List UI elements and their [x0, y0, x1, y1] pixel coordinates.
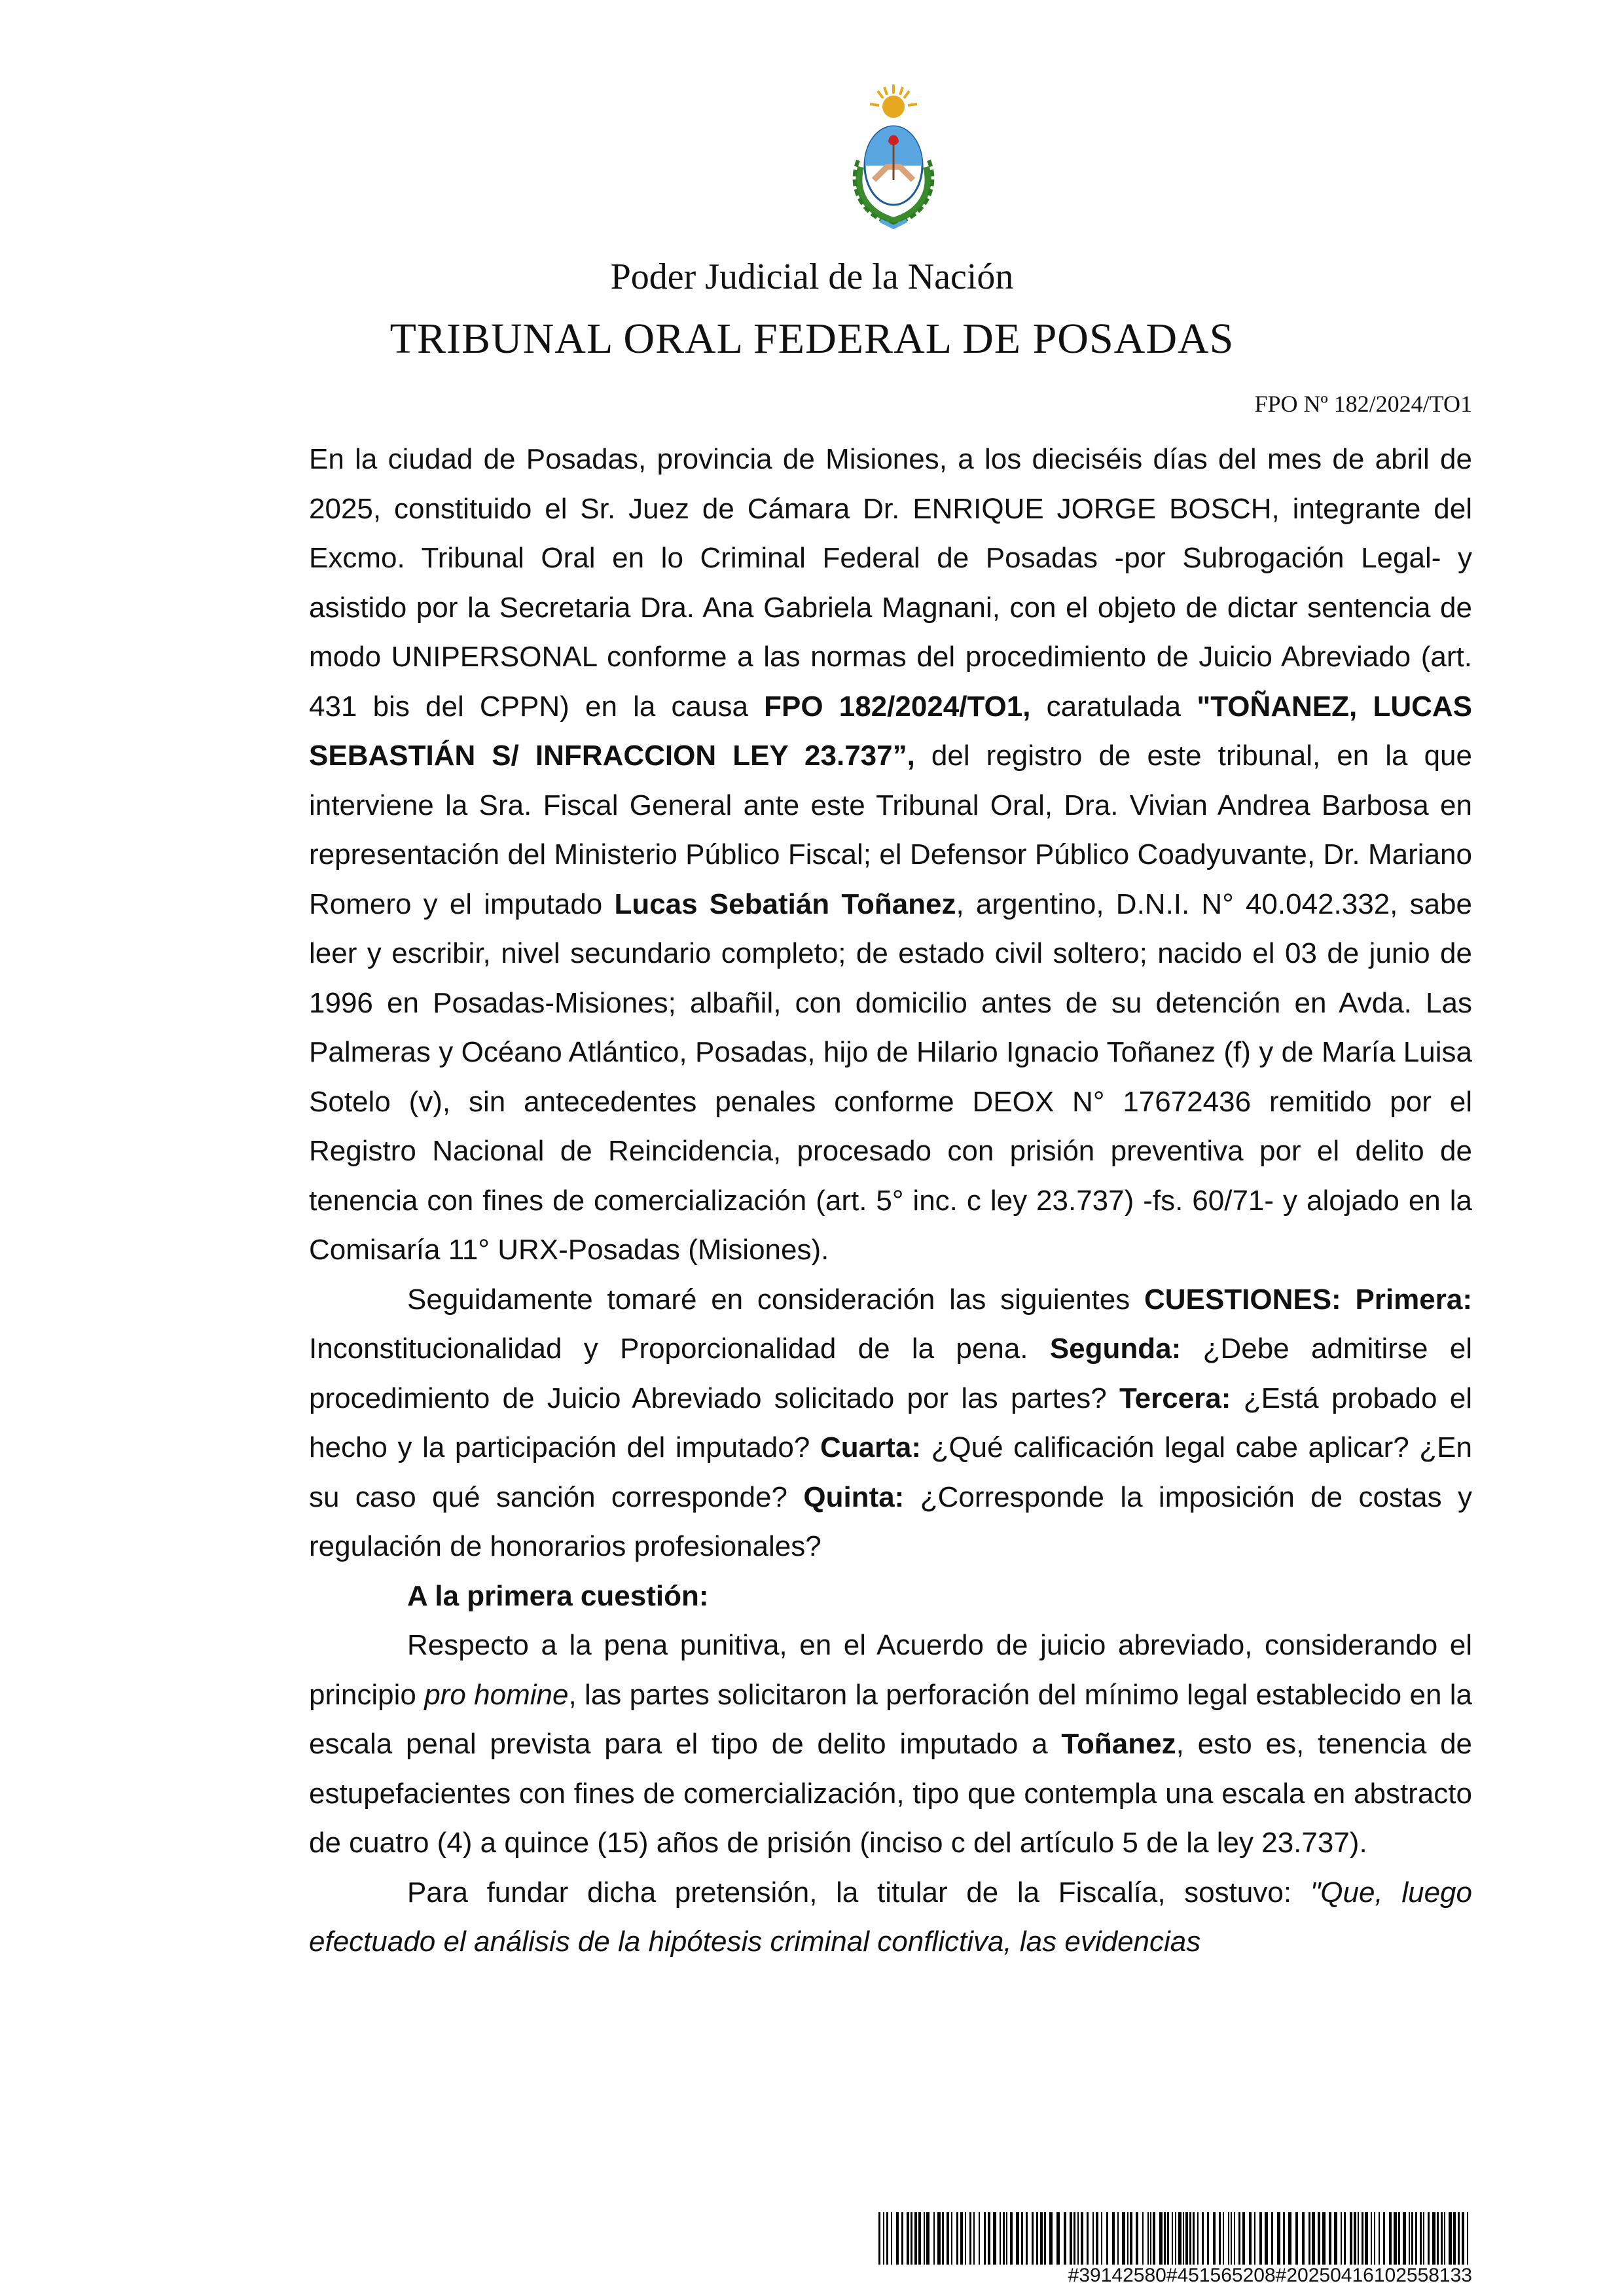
barcode-bar — [1312, 2212, 1315, 2265]
barcode-bar — [1074, 2212, 1075, 2265]
barcode-bar — [1449, 2212, 1452, 2265]
paragraph-prosecution — [309, 1868, 1472, 1967]
barcode-bar — [1453, 2212, 1456, 2265]
barcode-bar — [1006, 2212, 1007, 2265]
barcode-bar — [1070, 2212, 1072, 2265]
barcode-bar — [988, 2212, 990, 2265]
document-body — [309, 435, 1472, 1967]
defendant-name: Lucas Sebatián Toñanez — [614, 888, 956, 920]
barcode-bar — [1415, 2212, 1417, 2265]
barcode-bar — [1234, 2212, 1235, 2265]
text-run: Seguidamente tomaré en consideración las siguientes — [407, 1283, 1144, 1316]
question-label: Tercera: — [1119, 1382, 1231, 1414]
barcode-bar — [1172, 2212, 1173, 2265]
barcode-bar — [883, 2212, 884, 2265]
court-name: TRIBUNAL ORAL FEDERAL DE POSADAS — [389, 315, 1235, 363]
barcode-bar — [947, 2212, 949, 2265]
barcode-bar — [1389, 2212, 1392, 2265]
barcode-bar — [891, 2212, 892, 2265]
text-run: del registro de este tribunal, en la que interviene la Sra. Fiscal General ante este Tribunal Oral, Dra. Vivian Andrea Barbosa en representación del Ministerio Público Fiscal; el Defensor Público Coadyuvante, Dr. Mariano Romero y el imputado — [309, 740, 1472, 920]
question-text: ¿Está probado el hecho y la participación del imputado? — [309, 1382, 1472, 1463]
barcode-bar — [1379, 2212, 1380, 2265]
barcode-bar — [1383, 2212, 1385, 2265]
barcode-bar — [1334, 2212, 1337, 2265]
question-label: Segunda: — [1049, 1333, 1182, 1365]
barcode-bar — [1467, 2212, 1468, 2265]
barcode-bar — [907, 2212, 909, 2265]
text-run: Respecto a la pena punitiva, en el Acuerdo de juicio abreviado, considerando el principio — [309, 1629, 1472, 1711]
barcode-bar — [1344, 2212, 1346, 2265]
question-label: Primera: — [1355, 1283, 1472, 1316]
barcode-bar — [911, 2212, 912, 2265]
barcode-bar — [1423, 2212, 1424, 2265]
barcode-bar — [1277, 2212, 1280, 2265]
barcode-bar — [1130, 2212, 1132, 2265]
barcode-bar — [1444, 2212, 1445, 2265]
barcode-bar — [1398, 2212, 1400, 2265]
barcode-bar — [1283, 2212, 1285, 2265]
barcode-bar — [1064, 2212, 1066, 2265]
questions-label: CUESTIONES: — [1144, 1283, 1341, 1316]
barcode-bar — [1354, 2212, 1356, 2265]
paragraph-questions — [309, 1275, 1472, 1571]
barcode-bar — [1365, 2212, 1368, 2265]
barcode-bar — [896, 2212, 899, 2265]
latin-term: pro homine — [424, 1678, 569, 1711]
barcode-bar — [1049, 2212, 1053, 2265]
barcode-bar — [1441, 2212, 1443, 2265]
barcode-bar — [1259, 2212, 1262, 2265]
barcode-bar — [1420, 2212, 1422, 2265]
barcode-bar — [926, 2212, 929, 2265]
barcode-bar — [1193, 2212, 1195, 2265]
barcode-bar — [914, 2212, 917, 2265]
barcode-bar — [1371, 2212, 1372, 2265]
barcode-bar — [1016, 2212, 1019, 2265]
barcode-bar — [1189, 2212, 1191, 2265]
institution-name: Poder Judicial de la Nación — [610, 257, 1014, 297]
barcode-bar — [1036, 2212, 1038, 2265]
barcode-bar — [1302, 2212, 1305, 2265]
barcode-bar — [1462, 2212, 1464, 2265]
barcode-bar — [1202, 2212, 1204, 2265]
barcode-bar — [1185, 2212, 1188, 2265]
barcode-bar — [1271, 2212, 1273, 2265]
text-run: caratulada — [1030, 690, 1197, 723]
barcode-bar — [1249, 2212, 1252, 2265]
barcode-bar — [1411, 2212, 1413, 2265]
barcode-bar — [1101, 2212, 1102, 2265]
barcode-bar — [1092, 2212, 1094, 2265]
barcode-bar — [1223, 2212, 1224, 2265]
barcode-bar — [1096, 2212, 1098, 2265]
barcode-bar — [1197, 2212, 1199, 2265]
barcode-bar — [1350, 2212, 1352, 2265]
barcode-bar — [1040, 2212, 1043, 2265]
section-heading: A la primera cuestión: — [407, 1579, 709, 1612]
barcode-bar — [1183, 2212, 1184, 2265]
barcode-bar — [937, 2212, 941, 2265]
barcode-bar — [1142, 2212, 1144, 2265]
barcode — [878, 2212, 1472, 2265]
barcode-bar — [951, 2212, 952, 2265]
barcode-bar — [1219, 2212, 1221, 2265]
barcode-bar — [1087, 2212, 1089, 2265]
barcode-bar — [1112, 2212, 1115, 2265]
barcode-bar — [1000, 2212, 1001, 2265]
case-caption: "TOÑANEZ, LUCAS SEBASTIÁN S/ INFRACCION LEY 23.737”, — [309, 690, 1472, 772]
barcode-bar — [1081, 2212, 1083, 2265]
barcode-bar — [901, 2212, 903, 2265]
barcode-bar — [1265, 2212, 1268, 2265]
text-run: , argentino, D.N.I. N° 40.042.332, sabe leer y escribir, nivel secundario completo; de estado civil soltero; nacido el 03 de junio de 1996 en Posadas-Misiones; albañil, con domicilio antes de su detención en Avda. Las Palmeras y Océano Atlántico, Posadas, hijo de Hilario Ignacio Toñanez (f) y de María Luisa Sotelo (v), sin antecedentes penales conforme DEOX N° 17672436 remitido por el Registro Nacional de Reincidencia, procesado con prisión preventiva por el delito de tenencia con fines de comercialización (art. 5° inc. c ley 23.737) -fs. 60/71- y alojado en la Comisaría 11° URX-Posadas (Misiones). — [309, 888, 1472, 1266]
barcode-bar — [1167, 2212, 1169, 2265]
question-text: ¿Corresponde la imposición de costas y regulación de honorarios profesionales? — [309, 1480, 1472, 1562]
national-coat-of-arms-icon — [841, 82, 946, 232]
question-label: Cuarta: — [820, 1431, 921, 1463]
barcode-bar — [965, 2212, 966, 2265]
barcode-bar — [1409, 2212, 1410, 2265]
barcode-bar — [1322, 2212, 1326, 2265]
barcode-bar — [1288, 2212, 1291, 2265]
barcode-bar — [1318, 2212, 1320, 2265]
barcode-bar — [1127, 2212, 1128, 2265]
barcode-bar — [933, 2212, 935, 2265]
defendant-surname: Toñanez — [1061, 1728, 1176, 1760]
barcode-bar — [1213, 2212, 1216, 2265]
barcode-bar — [973, 2212, 975, 2265]
paragraph-penalty — [309, 1621, 1472, 1868]
file-reference: FPO Nº 182/2024/TO1 — [1254, 391, 1472, 417]
barcode-bar — [1428, 2212, 1430, 2265]
barcode-bar — [1164, 2212, 1166, 2265]
barcode-bar — [969, 2212, 971, 2265]
barcode-bar — [1021, 2212, 1023, 2265]
prosecution-quote: "Que, luego efectuado el análisis de la hipótesis criminal conflictiva, las evidencias — [309, 1876, 1472, 1958]
barcode-bar — [1032, 2212, 1034, 2265]
barcode-bar — [1010, 2212, 1013, 2265]
barcode-bar — [1242, 2212, 1245, 2265]
barcode-bar — [1077, 2212, 1079, 2265]
barcode-bar — [1228, 2212, 1229, 2265]
barcode-bar — [918, 2212, 921, 2265]
barcode-bar — [1122, 2212, 1125, 2265]
barcode-bar — [886, 2212, 888, 2265]
barcode-bar — [1175, 2212, 1176, 2265]
text-run: , las partes solicitaron la perforación del mínimo legal establecido en la escala penal prevista para el tipo de delito imputado a — [309, 1678, 1472, 1760]
barcode-bar — [1159, 2212, 1163, 2265]
barcode-bar — [1432, 2212, 1435, 2265]
barcode-bar — [993, 2212, 996, 2265]
barcode-bar — [924, 2212, 925, 2265]
case-number: FPO 182/2024/TO1, — [764, 690, 1031, 723]
question-text: ¿Qué calificación legal cabe aplicar? ¿En su caso qué sanción corresponde? — [309, 1431, 1472, 1513]
barcode-bar — [1150, 2212, 1151, 2265]
text-run: , esto es, tenencia de estupefacientes con fines de comercialización, tipo que contempla una escala en abstracto de cuatro (4) a quince (15) años de prisión (inciso c del artículo 5 de la ley 23.737). — [309, 1728, 1473, 1859]
barcode-bar — [1026, 2212, 1028, 2265]
text-run: En la ciudad de Posadas, provincia de Misiones, a los dieciséis días del mes de abril de 2025, constituido el Sr. Juez de Cámara Dr. ENRIQUE JORGE BOSCH, integrante del Excmo. Tribunal Oral en lo Criminal Federal de Posadas -por Subrogación Legal- y asistido por la Secretaria Dra. Ana Gabriela Magnani, con el objeto de dictar sentencia de modo UNIPERSONAL conforme a las normas del procedimiento de Juicio Abreviado (art. 431 bis del CPPN) en la causa — [309, 443, 1472, 723]
barcode-bar — [1153, 2212, 1155, 2265]
question-label: Quinta: — [803, 1480, 905, 1513]
barcode-bar — [1117, 2212, 1119, 2265]
barcode-bar — [1106, 2212, 1108, 2265]
barcode-bar — [1394, 2212, 1397, 2265]
barcode-bar — [1295, 2212, 1298, 2265]
barcode-bar — [1403, 2212, 1406, 2265]
barcode-bar — [878, 2212, 880, 2265]
barcode-bar — [1147, 2212, 1149, 2265]
barcode-bar — [1003, 2212, 1005, 2265]
paragraph-preamble — [309, 435, 1472, 1275]
barcode-number: #39142580#451565208#20250416102558133 — [1068, 2265, 1472, 2286]
barcode-bar — [1341, 2212, 1342, 2265]
barcode-bar — [1458, 2212, 1460, 2265]
barcode-bar — [1374, 2212, 1375, 2265]
barcode-bar — [1178, 2212, 1182, 2265]
barcode-bar — [1056, 2212, 1060, 2265]
text-run: Para fundar dicha pretensión, la titular de la Fiscalía, sostuvo: — [407, 1876, 1310, 1909]
barcode-bar — [1238, 2212, 1240, 2265]
barcode-bar — [1231, 2212, 1232, 2265]
barcode-bar — [1207, 2212, 1209, 2265]
barcode-bar — [984, 2212, 986, 2265]
barcode-bar — [942, 2212, 944, 2265]
barcode-bar — [1329, 2212, 1331, 2265]
barcode-bar — [1254, 2212, 1255, 2265]
question-text: ¿Debe admitirse el procedimiento de Juicio Abreviado solicitado por las partes? — [309, 1333, 1472, 1414]
question-text: Inconstitucionalidad y Proporcionalidad de la pena. — [309, 1333, 1050, 1365]
barcode-bar — [956, 2212, 958, 2265]
barcode-bar — [1358, 2212, 1359, 2265]
barcode-bar — [1308, 2212, 1310, 2265]
barcode-bar — [1362, 2212, 1363, 2265]
barcode-bar — [960, 2212, 963, 2265]
barcode-bar — [979, 2212, 980, 2265]
barcode-bar — [1437, 2212, 1439, 2265]
barcode-bar — [1044, 2212, 1046, 2265]
barcode-bar — [1136, 2212, 1138, 2265]
